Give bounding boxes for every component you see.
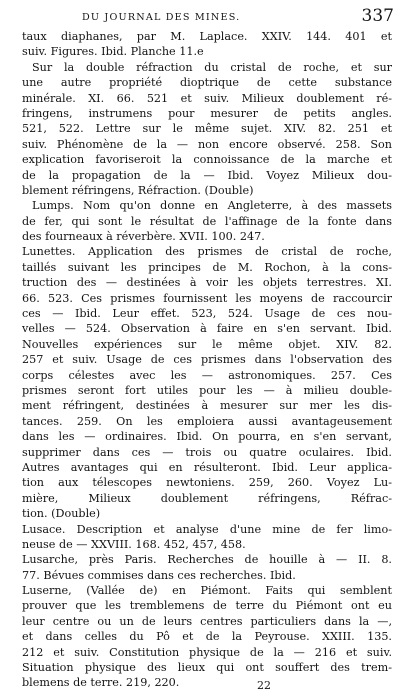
signature-number: 22	[257, 679, 271, 692]
text-line: ces — Ibid. Leur effet. 523, 524. Usage de ces nou-	[22, 307, 392, 321]
text-line: taillés suivant les principes de M. Rochon, à la cons-	[22, 260, 392, 274]
text-line: Lunettes. Application des prismes de cristal de roche,	[22, 245, 392, 259]
text-line: 77. Bévues commises dans ces recherches. Ibid.	[22, 568, 296, 582]
text-line: leur centre ou un de leurs centres particuliers dans la —,	[22, 614, 392, 628]
text-line: blement réfringens, Réfraction. (Double)	[22, 183, 254, 197]
text-line: Nouvelles expériences sur le même objet. XIV. 82.	[22, 337, 392, 351]
text-line: prouver que les tremblemens de terre du Piémont ont eu	[22, 599, 392, 613]
text-line: truction des — destinées à voir les objets terrestres. XI.	[22, 276, 392, 290]
text-line: Sur la double réfraction du cristal de roche, et sur	[32, 60, 392, 74]
text-line: Autres avantages qui en résulteront. Ibid. Leur applica-	[22, 460, 392, 474]
text-line: Lusarche, près Paris. Recherches de houille à — II. 8.	[22, 553, 392, 567]
text-line: mière, Milieux doublement réfringens, Réfrac-	[22, 491, 392, 505]
running-title: DU JOURNAL DES MINES.	[82, 12, 241, 23]
text-line: une autre propriété dioptrique de cette substance	[22, 76, 392, 90]
text-line: 66. 523. Ces prismes fournissent les moyens de raccourcir	[22, 291, 392, 305]
text-line: fringens, instrumens pour mesurer de petits angles.	[22, 106, 392, 120]
text-line: tances. 259. On les emploiera aussi avantageusement	[22, 414, 392, 428]
text-line: suiv. Figures. Ibid. Planche 11.e	[22, 45, 204, 59]
text-line: Luserne, (Vallée de) en Piémont. Faits qui semblent	[22, 584, 392, 598]
text-line: 212 et suiv. Constitution physique de la — 216 et suiv.	[22, 645, 392, 659]
text-line: 521, 522. Lettre sur le même sujet. XIV. 82. 251 et	[22, 122, 392, 136]
text-line: de fer, qui sont le résultat de l'affinage de la fonte dans	[22, 214, 392, 228]
text-line: suiv. Phénomène de la — non encore observé. 258. Son	[22, 137, 392, 151]
text-line: dans les — ordinaires. Ibid. On pourra, en s'en servant,	[22, 430, 392, 444]
text-line: minérale. XI. 66. 521 et suiv. Milieux doublement ré-	[22, 91, 392, 105]
text-line: prismes seront fort utiles pour les — à milieu double-	[22, 383, 392, 397]
index-text-body	[22, 29, 392, 691]
text-line: supprimer dans ces — trois ou quatre oculaires. Ibid.	[22, 445, 392, 459]
text-line: blemens de terre. 219, 220.	[22, 676, 180, 690]
text-line: des fourneaux à réverbère. XVII. 100. 247.	[22, 230, 265, 244]
text-line: et dans celles du Pô et de la Peyrouse. XXIII. 135.	[22, 630, 392, 644]
text-line: de la propagation de la — Ibid. Voyez Milieux dou-	[22, 168, 392, 182]
text-line: tion. (Double)	[22, 507, 101, 521]
text-line: 257 et suiv. Usage de ces prismes dans l'observation des	[22, 353, 392, 367]
page-number: 337	[361, 6, 394, 26]
text-line: explication favoriseroit la connoissance de la marche et	[22, 153, 392, 167]
text-line: ment réfringent, destinées à mesurer sur mer les dis-	[22, 399, 392, 413]
text-line: Lusace. Description et analyse d'une mine de fer limo-	[22, 522, 392, 536]
signature-mark	[0, 679, 408, 692]
text-line: neuse de — XXVIII. 168. 452, 457, 458.	[22, 537, 246, 551]
text-line: Lumps. Nom qu'on donne en Angleterre, à des massets	[32, 199, 392, 213]
text-line: Situation physique des lieux qui ont souffert des trem-	[22, 661, 392, 675]
text-line: velles — 524. Observation à faire en s'en servant. Ibid.	[22, 322, 392, 336]
text-line: taux diaphanes, par M. Laplace. XXIV. 144. 401 et	[22, 30, 392, 43]
page-header	[20, 6, 396, 26]
text-line: corps célestes avec les — astronomiques. 257. Ces	[22, 368, 392, 382]
text-line: tion aux télescopes newtoniens. 259, 260. Voyez Lu-	[22, 476, 392, 490]
